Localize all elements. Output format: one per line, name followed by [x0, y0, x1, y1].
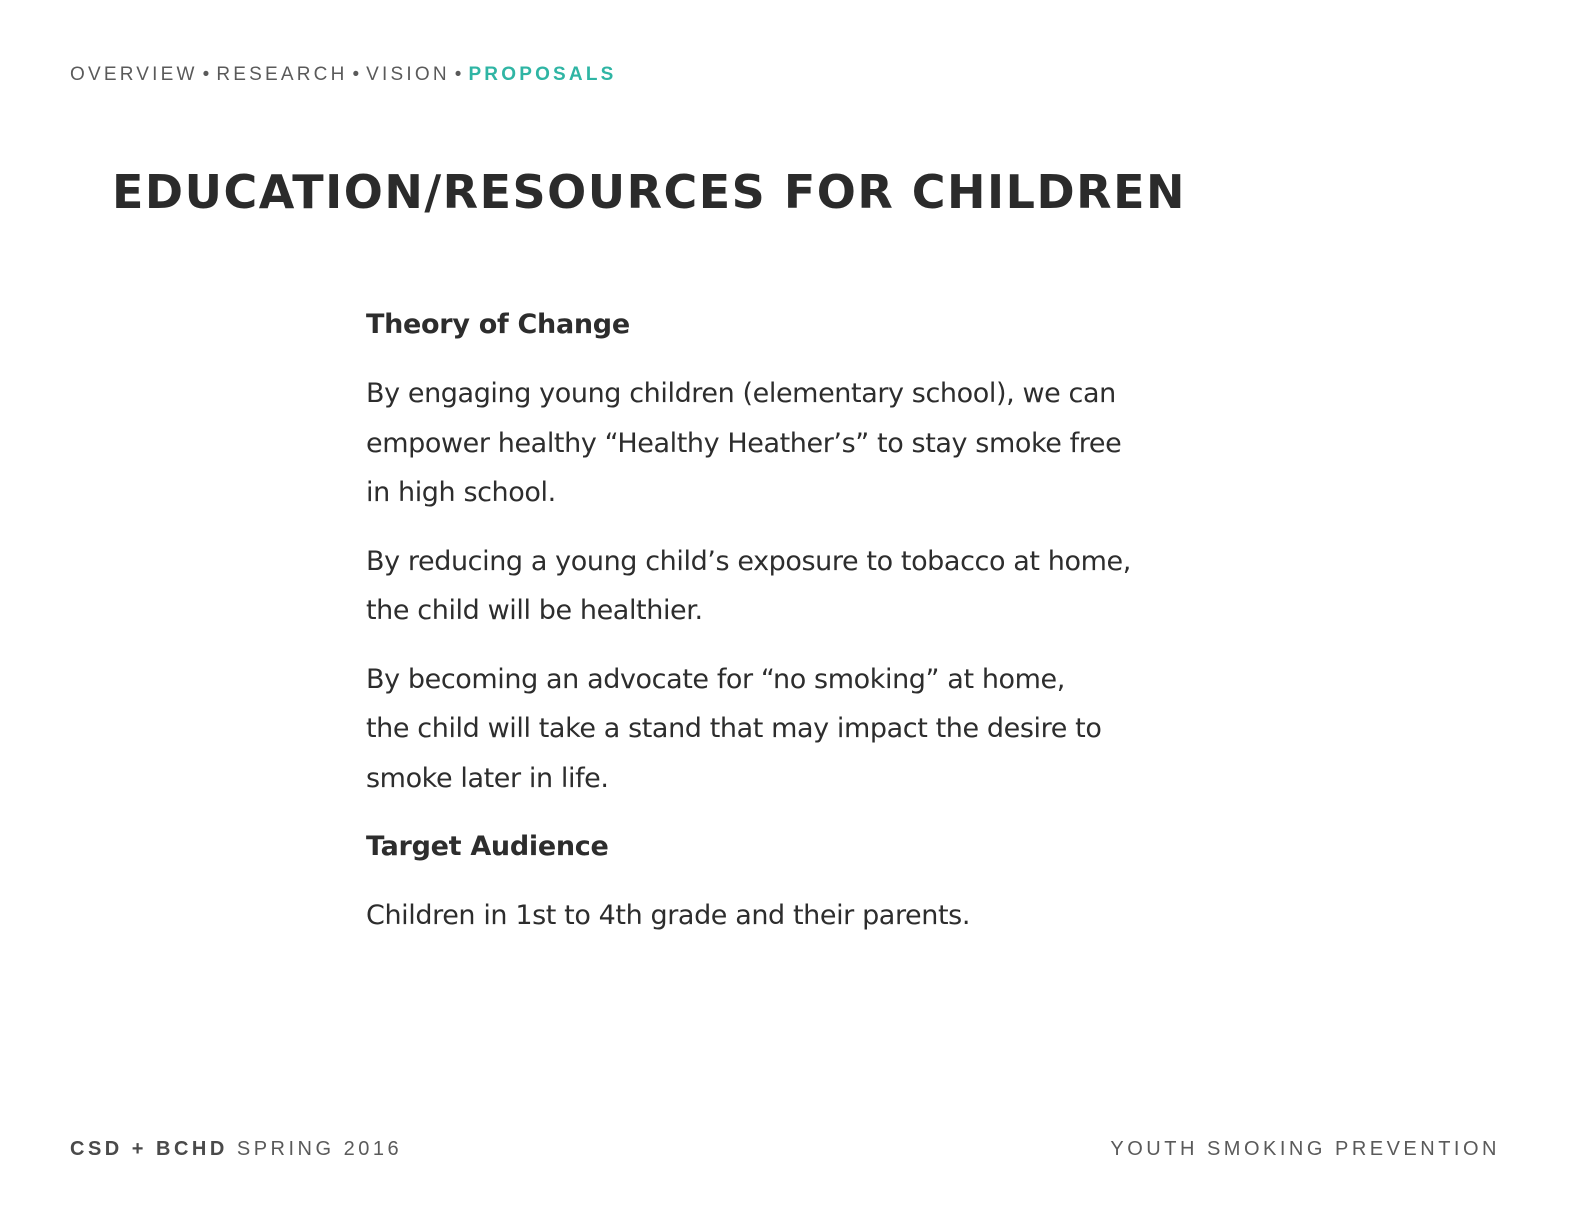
- spacer: [366, 350, 1226, 369]
- text-line: smoke later in life.: [366, 762, 609, 794]
- text-line: the child will be healthier.: [366, 595, 703, 626]
- spacer: [366, 872, 1226, 891]
- footer-left: [70, 1137, 402, 1161]
- spacer: [366, 803, 1226, 822]
- nav-item-overview[interactable]: OVERVIEW: [70, 64, 198, 85]
- text-line: in high school.: [366, 477, 556, 508]
- text-line: the child will take a stand that may impact the desire to: [366, 713, 1102, 744]
- nav-item-vision[interactable]: VISION: [366, 64, 450, 85]
- spacer: [366, 518, 1226, 537]
- main-content: [366, 300, 1226, 941]
- nav-item-proposals[interactable]: PROPOSALS: [468, 64, 617, 85]
- theory-paragraph-2: [366, 537, 1226, 636]
- nav-separator: •: [352, 64, 360, 85]
- text-line: By becoming an advocate for “no smoking” at home,: [366, 663, 1065, 695]
- nav-item-research[interactable]: RESEARCH: [216, 64, 348, 85]
- text-line: empower healthy “Healthy Heather’s” to stay smoke free: [366, 427, 1122, 459]
- target-audience-heading: Target Audience: [366, 831, 609, 862]
- nav-separator: •: [202, 64, 210, 85]
- footer-term: SPRING 2016: [236, 1138, 403, 1160]
- section-nav: [70, 63, 617, 87]
- target-audience-text: Children in 1st to 4th grade and their parents.: [366, 900, 971, 931]
- footer-org: CSD + BCHD: [70, 1138, 228, 1160]
- text-line: By reducing a young child’s exposure to tobacco at home,: [366, 545, 1131, 577]
- theory-paragraph-1: [366, 369, 1226, 518]
- nav-separator: •: [454, 64, 462, 85]
- text-line: By engaging young children (elementary school), we can: [366, 378, 1116, 409]
- theory-of-change-heading: Theory of Change: [366, 309, 630, 340]
- theory-paragraph-3: [366, 655, 1226, 804]
- spacer: [366, 636, 1226, 655]
- footer-project: YOUTH SMOKING PREVENTION: [1110, 1138, 1500, 1160]
- page-title: EDUCATION/RESOURCES FOR CHILDREN: [112, 165, 1186, 219]
